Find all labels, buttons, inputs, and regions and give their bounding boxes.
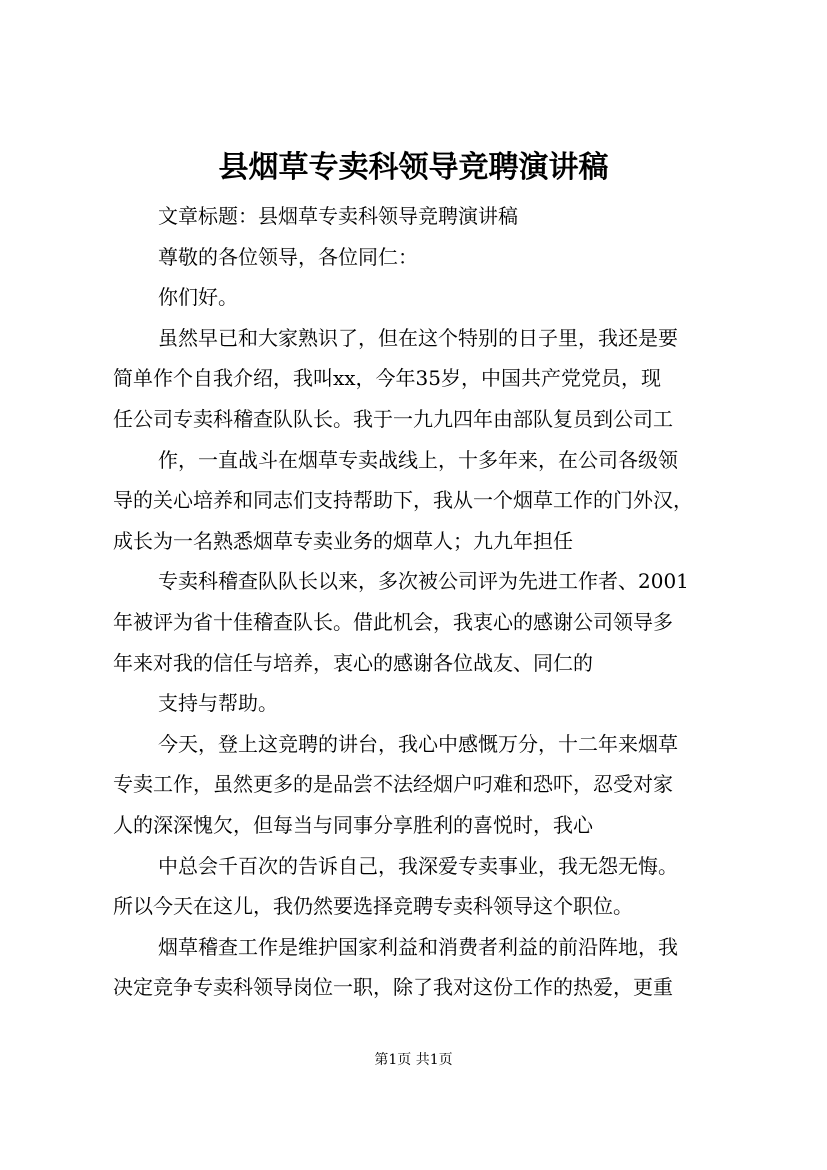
paragraph-line: 尊敬的各位领导，各位同仁： xyxy=(158,244,418,269)
paragraph-line: 专卖科稽查队队长以来，多次被公司评为先进工作者、2001 xyxy=(158,569,689,594)
paragraph-line: 人的深深愧欠，但每当与同事分享胜利的喜悦时，我心 xyxy=(113,812,593,837)
paragraph-line: 任公司专卖科稽查队队长。我于一九九四年由部队复员到公司工 xyxy=(113,406,673,431)
document-title: 县烟草专卖科领导竞聘演讲稿 xyxy=(218,150,609,185)
paragraph-line: 所以今天在这儿，我仍然要选择竞聘专卖科领导这个职位。 xyxy=(113,894,633,919)
paragraph-line: 专卖工作，虽然更多的是品尝不法经烟户叼难和恐吓，忍受对家 xyxy=(113,772,673,797)
paragraph-line: 今天，登上这竞聘的讲台，我心中感慨万分，十二年来烟草 xyxy=(158,731,678,756)
paragraph-line: 导的关心培养和同志们支持帮助下，我从一个烟草工作的门外汉， xyxy=(113,488,693,513)
paragraph-line: 你们好。 xyxy=(158,285,238,310)
document-body xyxy=(113,196,735,1008)
paragraph-line: 虽然早已和大家熟识了，但在这个特别的日子里，我还是要 xyxy=(158,325,678,350)
paragraph-line: 年来对我的信任与培养，衷心的感谢各位战友、同仁的 xyxy=(113,650,593,675)
paragraph-line: 简单作个自我介绍，我叫xx，今年35岁，中国共产党党员，现 xyxy=(113,366,662,391)
paragraph-line: 作，一直战斗在烟草专卖战线上，十多年来，在公司各级领 xyxy=(158,447,678,472)
paragraph-line: 支持与帮助。 xyxy=(158,691,278,716)
paragraph-line: 文章标题：县烟草专卖科领导竞聘演讲稿 xyxy=(158,204,518,228)
paragraph-line: 成长为一名熟悉烟草专卖业务的烟草人；九九年担任 xyxy=(113,528,573,553)
page-footer: 第1页 共1页 xyxy=(374,1052,453,1068)
paragraph-line: 决定竞争专卖科领导岗位一职，除了我对这份工作的热爱，更重 xyxy=(113,975,673,1000)
paragraph-line: 中总会千百次的告诉自己，我深爱专卖事业，我无怨无悔。 xyxy=(158,853,678,878)
paragraph-line: 年被评为省十佳稽查队长。借此机会，我衷心的感谢公司领导多 xyxy=(113,609,673,634)
paragraph-line: 烟草稽查工作是维护国家利益和消费者利益的前沿阵地，我 xyxy=(158,934,678,959)
